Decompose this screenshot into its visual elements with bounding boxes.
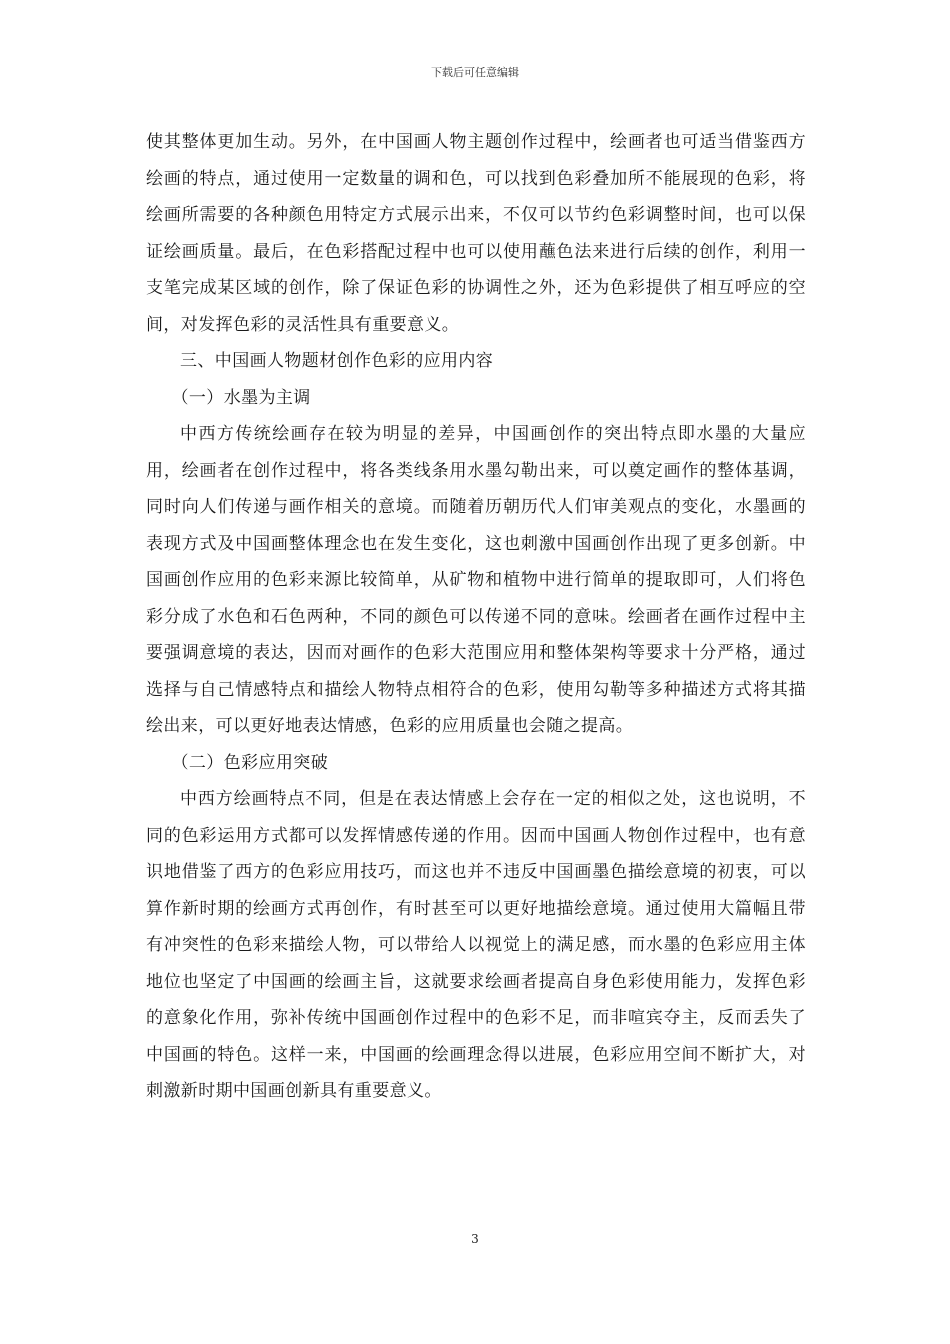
paragraph-continuation: 使其整体更加生动。另外，在中国画人物主题创作过程中，绘画者也可适当借鉴西方绘画的特点，通过使用一定数量的调和色，可以找到色彩叠加所不能展现的色彩，将绘画所需要的各种颜色用特定方式展示出来，不仅可以节约色彩调整时间，也可以保证绘画质量。最后，在色彩搭配过程中也可以使用蘸色法来进行后续的创作，利用一支笔完成某区域的创作，除了保证色彩的协调性之外，还为色彩提供了相互呼应的空间，对发挥色彩的灵活性具有重要意义。	[146, 132, 806, 335]
page-header: 下载后可任意编辑	[431, 66, 519, 79]
subsection-heading-1: （一）水墨为主调	[171, 387, 311, 408]
subsection-heading-2: （二）色彩应用突破	[171, 752, 329, 773]
paragraph-color-breakthrough: 中西方绘画特点不同，但是在表达情感上会存在一定的相似之处，这也说明，不同的色彩运用方式都可以发挥情感传递的作用。因而中国画人物创作过程中，也有意识地借鉴了西方的色彩应用技巧，而这也并不违反中国画墨色描绘意境的初衷，可以算作新时期的绘画方式再创作，有时甚至可以更好地描绘意境。通过使用大篇幅且带有冲突性的色彩来描绘人物，可以带给人以视觉上的满足感，而水墨的色彩应用主体地位也坚定了中国画的绘画主旨，这就要求绘画者提高自身色彩使用能力，发挥色彩的意象化作用，弥补传统中国画创作过程中的色彩不足，而非喧宾夺主，反而丢失了中国画的特色。这样一来，中国画的绘画理念得以进展，色彩应用空间不断扩大，对刺激新时期中国画创新具有重要意义。	[146, 789, 806, 1101]
paragraph-ink-tone: 中西方传统绘画存在较为明显的差异，中国画创作的突出特点即水墨的大量应用，绘画者在创作过程中，将各类线条用水墨勾勒出来，可以奠定画作的整体基调，同时向人们传递与画作相关的意境。而随着历朝历代人们审美观点的变化，水墨画的表现方式及中国画整体理念也在发生变化，这也刺激中国画创作出现了更多创新。中国画创作应用的色彩来源比较简单，从矿物和植物中进行简单的提取即可，人们将色彩分成了水色和石色两种，不同的颜色可以传递不同的意味。绘画者在画作过程中主要强调意境的表达，因而对画作的色彩大范围应用和整体架构等要求十分严格，通过选择与自己情感特点和描绘人物特点相符合的色彩，使用勾勒等多种描述方式将其描绘出来，可以更好地表达情感，色彩的应用质量也会随之提高。	[146, 424, 806, 736]
document-body	[146, 124, 806, 1110]
section-heading: 三、中国画人物题材创作色彩的应用内容	[180, 351, 494, 371]
page-number: 3	[471, 1232, 479, 1246]
